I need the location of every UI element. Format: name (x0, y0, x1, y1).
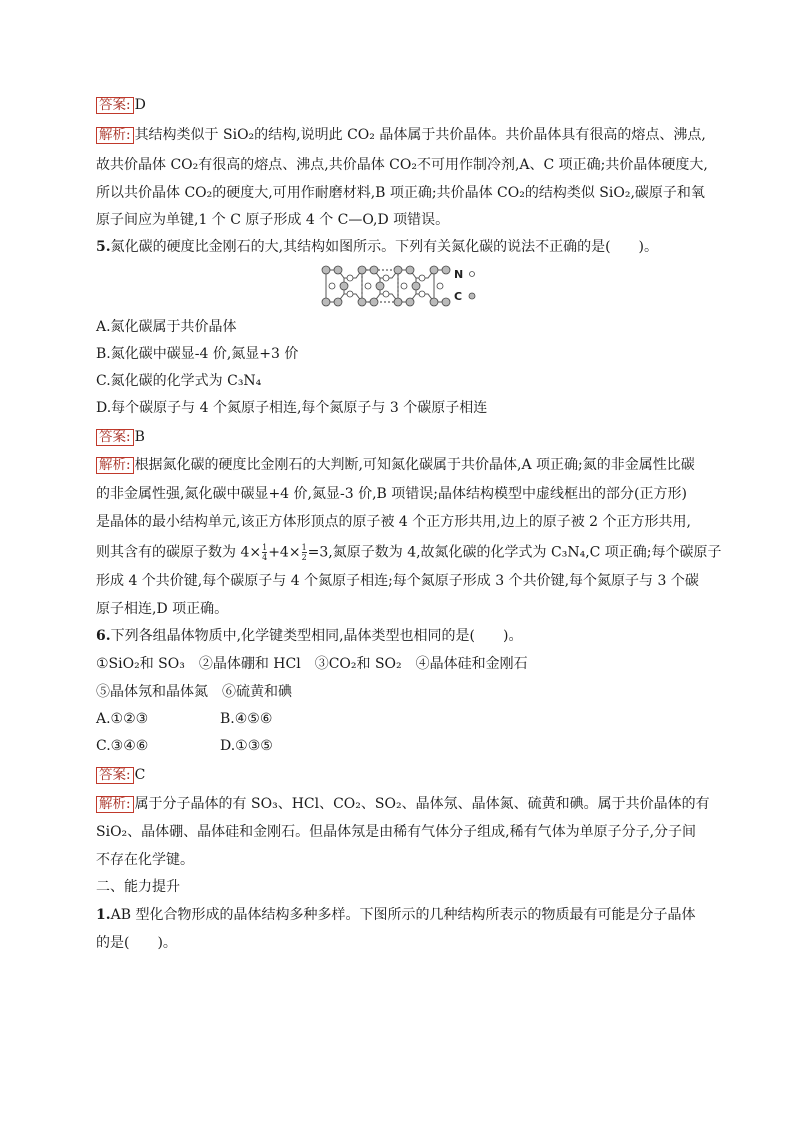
q5-analysis-line-1 (96, 456, 716, 474)
calc-text-pre: 则其含有的碳原子数为 4× (96, 544, 262, 561)
q6-answer-line (96, 766, 716, 784)
structure-diagram (318, 262, 488, 310)
section-title: 二、能力提升 (96, 879, 180, 895)
q4-analysis-line-2: 故共价晶体 CO₂有很高的熔点、沸点,共价晶体 CO₂不可用作制冷剂,A、C 项正确;共价晶体硬度大, (96, 157, 708, 173)
q5-stem-text: 氮化碳的硬度比金刚石的大,其结构如图所示。下列有关氮化碳的说法不正确的是( )。 (110, 239, 658, 255)
q5-answer-line (96, 428, 716, 446)
q6-analysis-line-3: 不存在化学键。 (96, 852, 194, 868)
q6-option-c: C.③④⑥ (96, 738, 149, 754)
fraction-one-half (302, 543, 307, 562)
answer-label: 答案: (96, 767, 134, 784)
q4-analysis-line-3: 所以共价晶体 CO₂的硬度大,可用作耐磨材料,B 项正确;共价晶体 CO₂的结构类似 SiO₂,碳原子和氧 (96, 185, 705, 201)
analysis-label: 解析: (96, 457, 134, 474)
analysis-label: 解析: (96, 127, 134, 144)
q6-analysis-text: 属于分子晶体的有 SO₃、HCl、CO₂、SO₂、晶体氖、晶体氮、硫黄和碘。属于共价晶体的有 (134, 796, 710, 812)
q6-analysis-line-1 (96, 795, 716, 813)
q6-items-line-1: ①SiO₂和 SO₃ ②晶体硼和 HCl ③CO₂和 SO₂ ④晶体硅和金刚石 (96, 656, 528, 672)
q5-analysis-calc-line (96, 543, 722, 562)
s2-q1-line-1 (96, 906, 716, 924)
s2-q1-line-2: 的是( )。 (96, 935, 177, 951)
legend-n-label: N (454, 268, 464, 281)
q5-analysis-line-5: 形成 4 个共价键,每个碳原子与 4 个氮原子相连;每个氮原子形成 3 个共价键,每个氮原子与 3 个碳 (96, 573, 699, 589)
q6-analysis-line-2: SiO₂、晶体硼、晶体硅和金刚石。但晶体氖是由稀有气体分子组成,稀有气体为单原子分子,分子间 (96, 824, 697, 840)
q5-analysis-line-2: 的非金属性强,氮化碳中碳显+4 价,氮显-3 价,B 项错误;晶体结构模型中虚线框出的部分(正方形) (96, 486, 687, 502)
fraction-numerator: 1 (262, 543, 268, 552)
s2-q1-text: AB 型化合物形成的晶体结构多种多样。下图所示的几种结构所表示的物质最有可能是分子晶体 (110, 907, 696, 923)
q5-analysis-text: 根据氮化碳的硬度比金刚石的大判断,可知氮化碳属于共价晶体,A 项正确;氮的非金属性比碳 (134, 457, 695, 473)
q5-analysis-line-6: 原子相连,D 项正确。 (96, 601, 229, 617)
q6-items-line-2: ⑤晶体氖和晶体氮 ⑥硫黄和碘 (96, 684, 292, 700)
fraction-numerator: 1 (301, 543, 307, 552)
q5-option-c: C.氮化碳的化学式为 C₃N₄ (96, 373, 262, 389)
q5-stem (96, 238, 716, 256)
q5-number: 5. (96, 239, 111, 255)
q6-option-a: A.①②③ (96, 711, 149, 727)
q4-analysis-line-1 (96, 126, 716, 144)
answer-label: 答案: (96, 97, 134, 114)
carbon-nitride-structure-figure (318, 262, 488, 310)
q6-stem-text: 下列各组晶体物质中,化学键类型相同,晶体类型也相同的是( )。 (110, 628, 523, 644)
calc-text-mid: +4× (268, 544, 301, 561)
q5-option-d: D.每个碳原子与 4 个氮原子相连,每个氮原子与 3 个碳原子相连 (96, 400, 488, 416)
q4-analysis-line-4: 原子间应为单键,1 个 C 原子形成 4 个 C—O,D 项错误。 (96, 212, 450, 228)
legend-c-label: C (454, 290, 463, 303)
fraction-one-quarter (262, 543, 267, 562)
q6-number: 6. (96, 628, 111, 644)
q6-answer-value: C (134, 767, 146, 783)
q5-option-b: B.氮化碳中碳显-4 价,氮显+3 价 (96, 346, 299, 362)
answer-label: 答案: (96, 429, 134, 446)
s2-q1-number: 1. (96, 907, 111, 923)
q6-stem (96, 627, 716, 645)
q6-option-d: D.①③⑤ (220, 738, 273, 754)
q6-options-row-2 (96, 737, 716, 755)
q4-analysis-text: 其结构类似于 SiO₂的结构,说明此 CO₂ 晶体属于共价晶体。共价晶体具有很高的熔点、沸点, (134, 127, 706, 143)
analysis-label: 解析: (96, 796, 134, 813)
q5-option-a: A.氮化碳属于共价晶体 (96, 319, 237, 335)
q6-options-row-1 (96, 710, 716, 728)
fraction-denominator: 4 (262, 553, 268, 562)
q4-answer-line (96, 96, 716, 114)
q6-option-b: B.④⑤⑥ (220, 711, 273, 727)
q4-answer-value: D (134, 97, 146, 113)
calc-text-post: =3,氮原子数为 4,故氮化碳的化学式为 C₃N₄,C 项正确;每个碳原子 (307, 544, 722, 561)
q5-answer-value: B (134, 429, 145, 445)
q5-analysis-line-3: 是晶体的最小结构单元,该正方体形顶点的原子被 4 个正方形共用,边上的原子被 2 个正方形共用, (96, 514, 691, 530)
fraction-denominator: 2 (301, 553, 307, 562)
